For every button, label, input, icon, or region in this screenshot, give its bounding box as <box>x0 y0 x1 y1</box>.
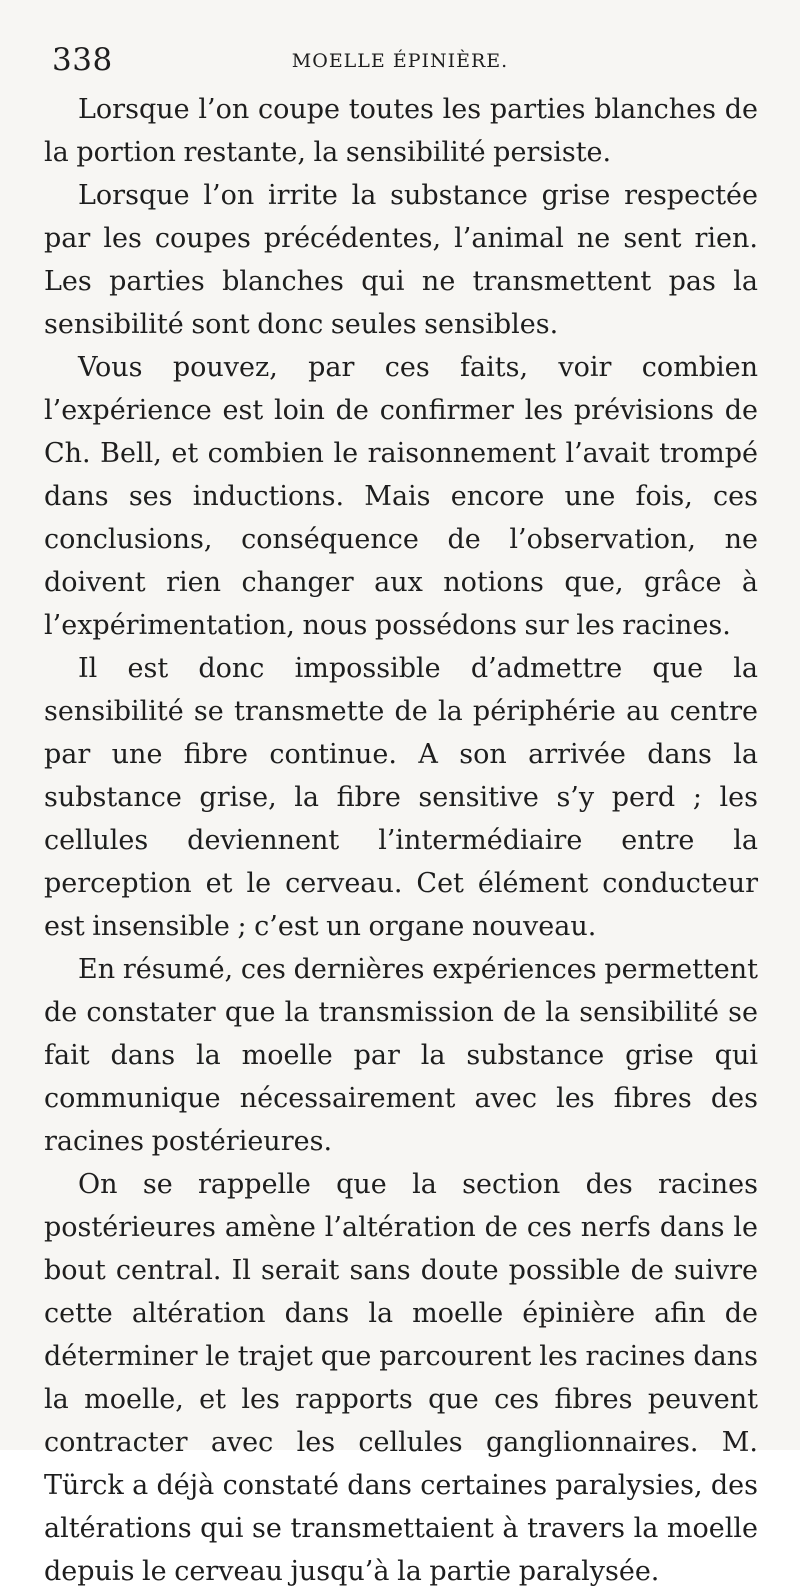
running-title: MOELLE ÉPINIÈRE. <box>291 50 509 72</box>
page-number: 338 <box>52 42 113 78</box>
paragraph: On se rappelle que la section des racines postérieures amène l’altération de ces nerfs dans le bout central. Il serait sans doute possible de suivre cette altération dans la moelle épinière afin de déterminer le trajet que parcourent les racines dans la moelle, et les rapports que ces fibres peuvent contracter avec les cellules ganglionnaires. M. Türck a déjà constaté dans certaines paralysies, des altérations qui se transmettaient à travers la moelle depuis le cerveau jusqu’à la partie paralysée. <box>44 1169 758 1587</box>
paragraph: Lorsque l’on coupe toutes les parties blanches de la portion restante, la sensibilité persiste. <box>44 94 758 168</box>
body-text <box>44 88 758 1593</box>
paragraph: Il est donc impossible d’admettre que la sensibilité se transmette de la périphérie au centre par une fibre continue. A son arrivée dans la substance grise, la fibre sensitive s’y perd ; les cellules deviennent l’intermédiaire entre la perception et le cerveau. Cet élément conducteur est insensible ; c’est un organe nouveau. <box>44 653 758 942</box>
paragraph: Vous pouvez, par ces faits, voir combien l’expérience est loin de confirmer les prévisions de Ch. Bell, et combien le raisonnement l’avait trompé dans ses inductions. Mais encore une fois, ces conclusions, conséquence de l’observation, ne doivent rien changer aux notions que, grâce à l’expérimentation, nous possédons sur les racines. <box>44 352 758 641</box>
page-header <box>0 38 800 82</box>
paragraph: Lorsque l’on irrite la substance grise respectée par les coupes précédentes, l’animal ne sent rien. Les parties blanches qui ne transmettent pas la sensibilité sont donc seules sensibles. <box>44 180 758 340</box>
paragraph: En résumé, ces dernières expériences permettent de constater que la transmission de la sensibilité se fait dans la moelle par la substance grise qui communique nécessairement avec les fibres des racines postérieures. <box>44 954 758 1157</box>
